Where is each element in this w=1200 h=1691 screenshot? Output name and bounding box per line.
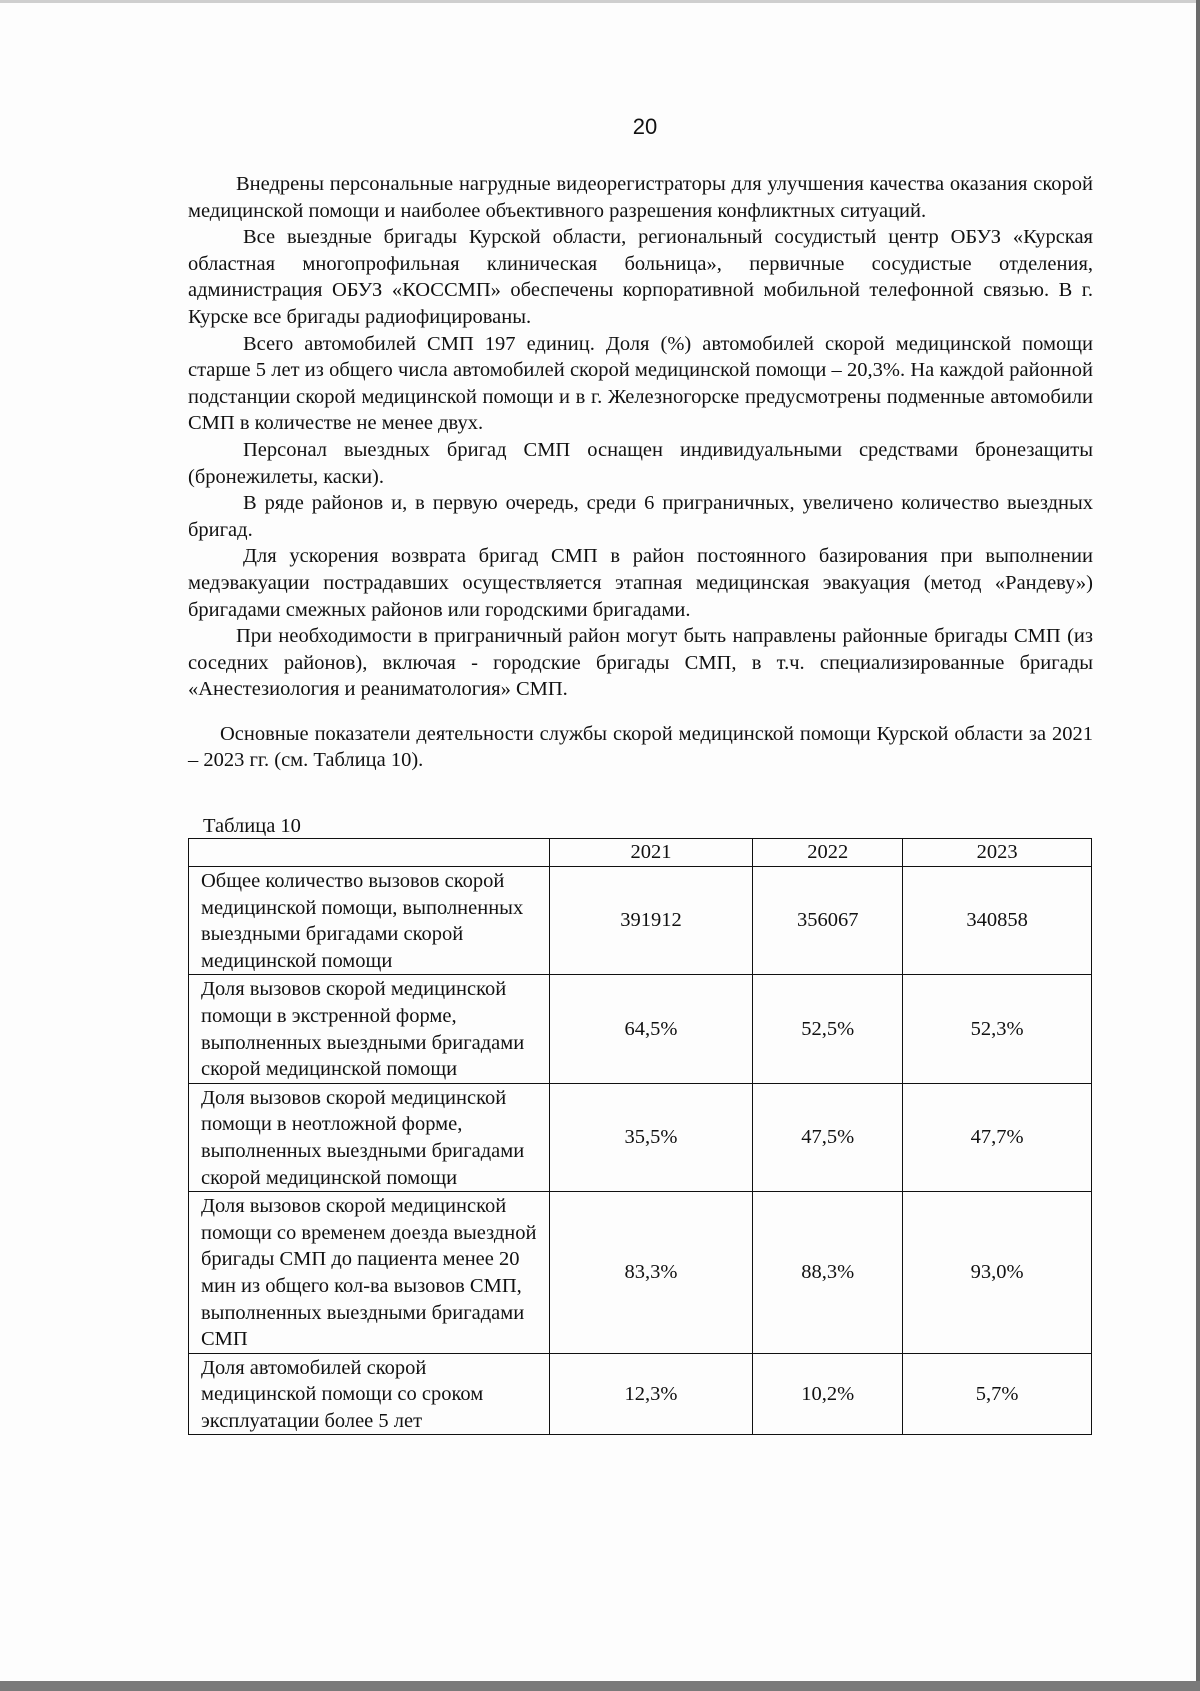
- row-label: Доля вызовов скорой медицинской помощи со временем доезда выездной бригады СМП до пациента менее 20 мин из общего кол-ва вызовов СМП, выполненных выездными бригадами СМП: [189, 1192, 550, 1354]
- value-2022: 356067: [753, 867, 903, 975]
- value-2023: 93,0%: [903, 1192, 1092, 1354]
- header-cell-2021: 2021: [549, 839, 753, 867]
- indicators-table: [188, 838, 1092, 1435]
- value-2022: 52,5%: [753, 975, 903, 1083]
- value-2022: 88,3%: [753, 1192, 903, 1354]
- value-2021: 12,3%: [549, 1353, 753, 1435]
- table-row: [189, 1353, 1092, 1435]
- value-2022: 10,2%: [753, 1353, 903, 1435]
- body-text: [188, 171, 1093, 774]
- row-label: Доля вызовов скорой медицинской помощи в экстренной форме, выполненных выездными бригадами скорой медицинской помощи: [189, 975, 550, 1083]
- header-cell-2022: 2022: [753, 839, 903, 867]
- row-label: Доля вызовов скорой медицинской помощи в неотложной форме, выполненных выездными бригадами скорой медицинской помощи: [189, 1083, 550, 1191]
- value-2023: 47,7%: [903, 1083, 1092, 1191]
- value-2021: 64,5%: [549, 975, 753, 1083]
- table-caption: Таблица 10: [203, 815, 301, 837]
- value-2023: 340858: [903, 867, 1092, 975]
- table-row: [189, 1083, 1092, 1191]
- table-row: [189, 867, 1092, 975]
- value-2021: 35,5%: [549, 1083, 753, 1191]
- table-header-row: [189, 839, 1092, 867]
- header-cell-2023: 2023: [903, 839, 1092, 867]
- header-cell-empty: [189, 839, 550, 867]
- paragraph-bodycams: Внедрены персональные нагрудные видеорегистраторы для улучшения качества оказания скорой медицинской помощи и наиболее объективного разрешения конфликтных ситуаций.: [188, 173, 1093, 222]
- page-number: 20: [632, 114, 658, 139]
- scan-edge-right: [1196, 0, 1200, 1691]
- value-2023: 5,7%: [903, 1353, 1092, 1435]
- paragraph-rendezvous-method: Для ускорения возврата бригад СМП в район постоянного базирования при выполнении медэвакуации пострадавших осуществляется этапная медицинская эвакуация (метод «Рандеву») бригадами смежных районов или городскими бригадами.: [188, 545, 1093, 621]
- row-label: Доля автомобилей скорой медицинской помощи со сроком эксплуатации более 5 лет: [189, 1353, 550, 1435]
- scan-edge-bottom: [0, 1681, 1200, 1691]
- paragraph-border-districts: В ряде районов и, в первую очередь, среди 6 приграничных, увеличено количество выездных бригад.: [188, 492, 1093, 541]
- scan-edge-top: [0, 0, 1200, 3]
- table-row: [189, 975, 1092, 1083]
- value-2021: 391912: [549, 867, 753, 975]
- value-2022: 47,5%: [753, 1083, 903, 1191]
- paragraph-vehicles: Всего автомобилей СМП 197 единиц. Доля (%) автомобилей скорой медицинской помощи старше 5 лет из общего числа автомобилей скорой медицинской помощи – 20,3%. На каждой районной подстанции скорой медицинской помощи и в г. Железногорске предусмотрены подменные автомобили СМП в количестве не менее двух.: [188, 332, 1093, 435]
- paragraph-mobile-communication: Все выездные бригады Курской области, региональный сосудистый центр ОБУЗ «Курская областная многопрофильная клиническая больница», первичные сосудистые отделения, администрация ОБУЗ «КОССМП» обеспечены корпоративной мобильной телефонной связью. В г. Курске все бригады радиофицированы.: [188, 226, 1093, 328]
- row-label: Общее количество вызовов скорой медицинской помощи, выполненных выездными бригадами скорой медицинской помощи: [189, 867, 550, 975]
- paragraph-body-armor: Персонал выездных бригад СМП оснащен индивидуальными средствами бронезащиты (бронежилеты, каски).: [188, 438, 1093, 488]
- value-2021: 83,3%: [549, 1192, 753, 1354]
- paragraph-district-teams: При необходимости в приграничный район могут быть направлены районные бригады СМП (из соседних районов), включая - городские бригады СМП, в т.ч. специализированные бригады «Анестезиология и реаниматология» СМП.: [188, 625, 1093, 701]
- table-row: [189, 1192, 1092, 1354]
- value-2023: 52,3%: [903, 975, 1092, 1083]
- paragraph-table-intro: Основные показатели деятельности службы скорой медицинской помощи Курской области за 2021 – 2023 гг. (см. Таблица 10).: [188, 722, 1093, 772]
